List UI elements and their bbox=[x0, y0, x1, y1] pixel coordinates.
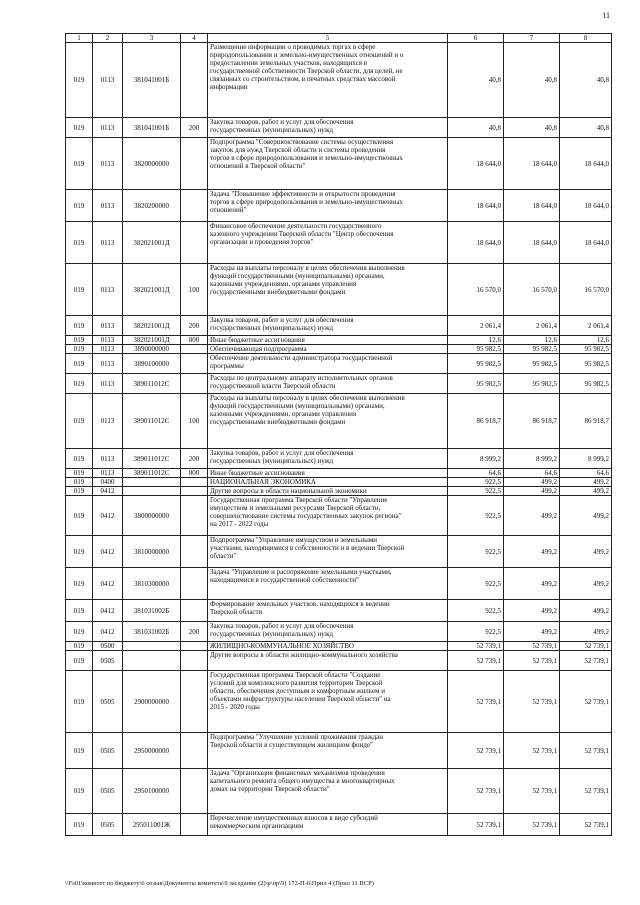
amount-year2-cell: 52 739,1 bbox=[504, 651, 560, 671]
expense-type-cell bbox=[181, 190, 208, 222]
amount-year3-cell: 52 739,1 bbox=[560, 814, 612, 836]
amount-year2-cell: 499,2 bbox=[504, 478, 560, 487]
amount-year3-cell: 499,2 bbox=[560, 600, 612, 622]
amount-year2-cell: 499,2 bbox=[504, 600, 560, 622]
amount-year2-cell: 499,2 bbox=[504, 496, 560, 536]
section-code-cell: 0113 bbox=[93, 394, 123, 449]
section-code-cell: 0113 bbox=[93, 43, 123, 118]
section-code-cell: 0113 bbox=[93, 354, 123, 374]
amount-year1-cell: 95 982,5 bbox=[448, 374, 504, 394]
expense-type-cell: 200 bbox=[181, 622, 208, 642]
table-row bbox=[66, 374, 612, 394]
amount-year1-cell: 922,5 bbox=[448, 568, 504, 600]
expense-type-cell bbox=[181, 487, 208, 496]
description-cell: Формирование земельных участков, находящихся в ведении Тверской области bbox=[208, 600, 448, 622]
section-code-cell: 0113 bbox=[93, 222, 123, 264]
expense-type-cell bbox=[181, 354, 208, 374]
admin-code-cell: 019 bbox=[66, 222, 93, 264]
target-article-cell: 389011012С bbox=[123, 394, 181, 449]
amount-year3-cell: 499,2 bbox=[560, 536, 612, 568]
target-article-cell: 381041001Б bbox=[123, 43, 181, 118]
admin-code-cell: 019 bbox=[66, 138, 93, 190]
section-code-cell: 0505 bbox=[93, 769, 123, 814]
amount-year2-cell: 8 999,2 bbox=[504, 449, 560, 469]
expense-type-cell bbox=[181, 222, 208, 264]
amount-year1-cell: 52 739,1 bbox=[448, 733, 504, 769]
amount-year2-cell: 18 644,0 bbox=[504, 222, 560, 264]
admin-code-cell: 019 bbox=[66, 394, 93, 449]
amount-year3-cell: 95 982,5 bbox=[560, 374, 612, 394]
description-cell: Задача "Повышение эффективности и открытости проведения торгов в сфере природопользования и земельно-имущественных отношений" bbox=[208, 190, 448, 222]
description-cell: Другие вопросы в области национальной экономики bbox=[208, 487, 448, 496]
table-row bbox=[66, 190, 612, 222]
admin-code-cell: 019 bbox=[66, 651, 93, 671]
amount-year2-cell: 95 982,5 bbox=[504, 345, 560, 354]
amount-year3-cell: 86 918,7 bbox=[560, 394, 612, 449]
amount-year2-cell: 52 739,1 bbox=[504, 814, 560, 836]
amount-year3-cell: 18 644,0 bbox=[560, 222, 612, 264]
table-row bbox=[66, 769, 612, 814]
description-cell: Расходы по центральному аппарату исполнительных органов государственной власти Тверской области bbox=[208, 374, 448, 394]
column-header: 8 bbox=[560, 34, 612, 43]
admin-code-cell: 019 bbox=[66, 449, 93, 469]
admin-code-cell: 019 bbox=[66, 600, 93, 622]
target-article-cell: 3890000000 bbox=[123, 345, 181, 354]
description-cell: Подпрограмма "Улучшение условий проживания граждан Тверской области в существующем жилищном фонде" bbox=[208, 733, 448, 769]
description-cell: Государственная программа Тверской области "Управление имуществом и земельными ресурсами Тверской области, совершенствование системы государственных закупок региона" на 2017 - 2022 годы bbox=[208, 496, 448, 536]
admin-code-cell: 019 bbox=[66, 316, 93, 336]
description-cell: Иные бюджетные ассигнования bbox=[208, 336, 448, 345]
admin-code-cell: 019 bbox=[66, 769, 93, 814]
section-code-cell: 0412 bbox=[93, 622, 123, 642]
admin-code-cell: 019 bbox=[66, 671, 93, 733]
amount-year1-cell: 12,6 bbox=[448, 336, 504, 345]
amount-year3-cell: 499,2 bbox=[560, 622, 612, 642]
target-article-cell: 382021001Д bbox=[123, 264, 181, 316]
admin-code-cell: 019 bbox=[66, 43, 93, 118]
file-path-footer: \\Fs01\комитет по бюджету\6 созыв\Документы комитета\9 заседание (2)\р\пр\9) 172-П-6\Прил 4 (Прил 11 ВСР) bbox=[65, 880, 374, 887]
amount-year2-cell: 499,2 bbox=[504, 536, 560, 568]
target-article-cell: 381031002Б bbox=[123, 622, 181, 642]
section-code-cell: 0412 bbox=[93, 496, 123, 536]
table-row bbox=[66, 733, 612, 769]
section-code-cell: 0113 bbox=[93, 138, 123, 190]
expense-type-cell bbox=[181, 814, 208, 836]
expense-type-cell bbox=[181, 733, 208, 769]
section-code-cell: 0113 bbox=[93, 449, 123, 469]
amount-year3-cell: 12,6 bbox=[560, 336, 612, 345]
admin-code-cell: 019 bbox=[66, 814, 93, 836]
section-code-cell: 0505 bbox=[93, 733, 123, 769]
target-article-cell: 2950000000 bbox=[123, 733, 181, 769]
expense-type-cell: 200 bbox=[181, 449, 208, 469]
amount-year2-cell: 499,2 bbox=[504, 568, 560, 600]
amount-year1-cell: 64,6 bbox=[448, 469, 504, 478]
amount-year2-cell: 95 982,5 bbox=[504, 374, 560, 394]
table-row bbox=[66, 600, 612, 622]
expense-type-cell: 100 bbox=[181, 264, 208, 316]
amount-year1-cell: 8 999,2 bbox=[448, 449, 504, 469]
target-article-cell: 382021001Д bbox=[123, 316, 181, 336]
table-row bbox=[66, 536, 612, 568]
amount-year3-cell: 40,8 bbox=[560, 43, 612, 118]
column-header: 1 bbox=[66, 34, 93, 43]
amount-year1-cell: 52 739,1 bbox=[448, 651, 504, 671]
column-header: 7 bbox=[504, 34, 560, 43]
admin-code-cell: 019 bbox=[66, 487, 93, 496]
section-code-cell: 0113 bbox=[93, 118, 123, 138]
table-row bbox=[66, 336, 612, 345]
section-code-cell: 0505 bbox=[93, 651, 123, 671]
target-article-cell: 3820200000 bbox=[123, 190, 181, 222]
description-cell: Обеспечение деятельности администратора государственной программы bbox=[208, 354, 448, 374]
amount-year2-cell: 95 982,5 bbox=[504, 354, 560, 374]
table-row bbox=[66, 449, 612, 469]
description-cell: Задача "Управление и распоряжение земельными участками, находящимися в государственной собственности" bbox=[208, 568, 448, 600]
expense-type-cell: 800 bbox=[181, 469, 208, 478]
amount-year2-cell: 52 739,1 bbox=[504, 671, 560, 733]
description-cell: Закупка товаров, работ и услуг для обеспечения государственных (муниципальных) нужд bbox=[208, 316, 448, 336]
admin-code-cell: 019 bbox=[66, 336, 93, 345]
table-row bbox=[66, 222, 612, 264]
amount-year1-cell: 86 918,7 bbox=[448, 394, 504, 449]
section-code-cell: 0400 bbox=[93, 478, 123, 487]
description-cell: Другие вопросы в области жилищно-коммунального хозяйства bbox=[208, 651, 448, 671]
admin-code-cell: 019 bbox=[66, 118, 93, 138]
expense-type-cell bbox=[181, 43, 208, 118]
description-cell: Подпрограмма "Совершенствование системы осуществления закупок для нужд Тверской области и системы проведения торгов в сфере природопользования и земельно-имущественных отношений в Тверской области" bbox=[208, 138, 448, 190]
amount-year1-cell: 18 644,0 bbox=[448, 222, 504, 264]
target-article-cell: 389011012С bbox=[123, 374, 181, 394]
expense-type-cell bbox=[181, 769, 208, 814]
amount-year1-cell: 922,5 bbox=[448, 622, 504, 642]
table-row bbox=[66, 138, 612, 190]
section-code-cell: 0412 bbox=[93, 600, 123, 622]
amount-year1-cell: 922,5 bbox=[448, 487, 504, 496]
section-code-cell: 0113 bbox=[93, 264, 123, 316]
target-article-cell bbox=[123, 487, 181, 496]
expense-type-cell bbox=[181, 642, 208, 651]
amount-year1-cell: 40,8 bbox=[448, 43, 504, 118]
expense-type-cell bbox=[181, 651, 208, 671]
amount-year3-cell: 499,2 bbox=[560, 496, 612, 536]
amount-year3-cell: 64,6 bbox=[560, 469, 612, 478]
section-code-cell: 0113 bbox=[93, 345, 123, 354]
expense-type-cell bbox=[181, 345, 208, 354]
target-article-cell: 389011012С bbox=[123, 469, 181, 478]
amount-year3-cell: 18 644,0 bbox=[560, 190, 612, 222]
admin-code-cell: 019 bbox=[66, 568, 93, 600]
target-article-cell: 381031002Б bbox=[123, 600, 181, 622]
section-code-cell: 0505 bbox=[93, 671, 123, 733]
section-code-cell: 0113 bbox=[93, 336, 123, 345]
table-row bbox=[66, 814, 612, 836]
description-cell: Закупка товаров, работ и услуг для обеспечения государственных (муниципальных) нужд bbox=[208, 449, 448, 469]
section-code-cell: 0113 bbox=[93, 469, 123, 478]
amount-year1-cell: 18 644,0 bbox=[448, 138, 504, 190]
table-row bbox=[66, 394, 612, 449]
column-header: 5 bbox=[208, 34, 448, 43]
table-row bbox=[66, 469, 612, 478]
expense-type-cell: 200 bbox=[181, 118, 208, 138]
amount-year2-cell: 52 739,1 bbox=[504, 642, 560, 651]
amount-year1-cell: 95 982,5 bbox=[448, 345, 504, 354]
amount-year3-cell: 52 739,1 bbox=[560, 733, 612, 769]
expense-type-cell bbox=[181, 600, 208, 622]
expense-type-cell bbox=[181, 496, 208, 536]
amount-year2-cell: 52 739,1 bbox=[504, 733, 560, 769]
target-article-cell bbox=[123, 651, 181, 671]
amount-year1-cell: 16 570,0 bbox=[448, 264, 504, 316]
table-header-row bbox=[66, 34, 612, 43]
target-article-cell bbox=[123, 478, 181, 487]
target-article-cell: 3820000000 bbox=[123, 138, 181, 190]
target-article-cell: 3810300000 bbox=[123, 568, 181, 600]
admin-code-cell: 019 bbox=[66, 354, 93, 374]
amount-year2-cell: 12,6 bbox=[504, 336, 560, 345]
admin-code-cell: 019 bbox=[66, 642, 93, 651]
table-row bbox=[66, 478, 612, 487]
amount-year3-cell: 52 739,1 bbox=[560, 651, 612, 671]
section-code-cell: 0500 bbox=[93, 642, 123, 651]
amount-year1-cell: 52 739,1 bbox=[448, 671, 504, 733]
section-code-cell: 0505 bbox=[93, 814, 123, 836]
table-row bbox=[66, 642, 612, 651]
amount-year1-cell: 52 739,1 bbox=[448, 769, 504, 814]
table-row bbox=[66, 487, 612, 496]
description-cell: Расходы на выплаты персоналу в целях обеспечения выполнения функций государственными (муниципальными) органами, казенными учреждениями, органами управления государственными внебюджетными фондами bbox=[208, 394, 448, 449]
table-row bbox=[66, 651, 612, 671]
amount-year2-cell: 499,2 bbox=[504, 487, 560, 496]
amount-year2-cell: 52 739,1 bbox=[504, 769, 560, 814]
description-cell: Закупка товаров, работ и услуг для обеспечения государственных (муниципальных) нужд bbox=[208, 118, 448, 138]
amount-year3-cell: 2 061,4 bbox=[560, 316, 612, 336]
expense-type-cell bbox=[181, 138, 208, 190]
expense-type-cell bbox=[181, 374, 208, 394]
table-row bbox=[66, 118, 612, 138]
amount-year3-cell: 499,2 bbox=[560, 568, 612, 600]
amount-year1-cell: 52 739,1 bbox=[448, 814, 504, 836]
target-article-cell bbox=[123, 642, 181, 651]
amount-year3-cell: 95 982,5 bbox=[560, 345, 612, 354]
table-row bbox=[66, 345, 612, 354]
description-cell: Подпрограмма "Управление имуществом и земельными участками, находящимися в собственности и в ведении Тверской области" bbox=[208, 536, 448, 568]
amount-year2-cell: 18 644,0 bbox=[504, 138, 560, 190]
column-header: 3 bbox=[123, 34, 181, 43]
expense-type-cell: 100 bbox=[181, 394, 208, 449]
section-code-cell: 0113 bbox=[93, 190, 123, 222]
target-article-cell: 382021001Д bbox=[123, 222, 181, 264]
table-row bbox=[66, 264, 612, 316]
table-row bbox=[66, 354, 612, 374]
admin-code-cell: 019 bbox=[66, 345, 93, 354]
admin-code-cell: 019 bbox=[66, 190, 93, 222]
description-cell: НАЦИОНАЛЬНАЯ ЭКОНОМИКА bbox=[208, 478, 448, 487]
description-cell: Иные бюджетные ассигнования bbox=[208, 469, 448, 478]
amount-year3-cell: 95 982,5 bbox=[560, 354, 612, 374]
amount-year3-cell: 18 644,0 bbox=[560, 138, 612, 190]
table-row bbox=[66, 43, 612, 118]
description-cell: Задача "Организация финансовых механизмов проведения капитального ремонта общего имущества в многоквартирных домах на территории Тверской области" bbox=[208, 769, 448, 814]
target-article-cell: 381041001Б bbox=[123, 118, 181, 138]
section-code-cell: 0113 bbox=[93, 316, 123, 336]
amount-year2-cell: 86 918,7 bbox=[504, 394, 560, 449]
expense-type-cell: 200 bbox=[181, 316, 208, 336]
column-header: 6 bbox=[448, 34, 504, 43]
section-code-cell: 0412 bbox=[93, 487, 123, 496]
expense-type-cell bbox=[181, 536, 208, 568]
expense-type-cell bbox=[181, 478, 208, 487]
amount-year3-cell: 52 739,1 bbox=[560, 769, 612, 814]
amount-year1-cell: 40,8 bbox=[448, 118, 504, 138]
amount-year1-cell: 922,5 bbox=[448, 536, 504, 568]
description-cell: Обеспечивающая подпрограмма bbox=[208, 345, 448, 354]
amount-year1-cell: 922,5 bbox=[448, 600, 504, 622]
target-article-cell: 3810000000 bbox=[123, 536, 181, 568]
amount-year1-cell: 52 739,1 bbox=[448, 642, 504, 651]
amount-year2-cell: 64,6 bbox=[504, 469, 560, 478]
amount-year1-cell: 18 644,0 bbox=[448, 190, 504, 222]
description-cell: Финансовое обеспечение деятельности государственного казенного учреждения Тверской области "Центр обеспечения организации и проведения торгов" bbox=[208, 222, 448, 264]
description-cell: Перечисление имущественных взносов в виде субсидий некоммерческим организациям bbox=[208, 814, 448, 836]
budget-table bbox=[65, 33, 612, 836]
admin-code-cell: 019 bbox=[66, 374, 93, 394]
amount-year3-cell: 52 739,1 bbox=[560, 642, 612, 651]
table-row bbox=[66, 622, 612, 642]
amount-year2-cell: 499,2 bbox=[504, 622, 560, 642]
target-article-cell: 295011001Ж bbox=[123, 814, 181, 836]
target-article-cell: 2950100000 bbox=[123, 769, 181, 814]
target-article-cell: 382021001Д bbox=[123, 336, 181, 345]
admin-code-cell: 019 bbox=[66, 536, 93, 568]
amount-year1-cell: 2 061,4 bbox=[448, 316, 504, 336]
amount-year3-cell: 52 739,1 bbox=[560, 671, 612, 733]
target-article-cell: 3800000000 bbox=[123, 496, 181, 536]
amount-year2-cell: 2 061,4 bbox=[504, 316, 560, 336]
description-cell: Государственная программа Тверской области "Создание условий для комплексного развития территории Тверской области, обеспечения доступным и комфортным жильем и объектами инфраструктуры населения Тверской области" на 2015 - 2020 годы bbox=[208, 671, 448, 733]
admin-code-cell: 019 bbox=[66, 478, 93, 487]
amount-year3-cell: 8 999,2 bbox=[560, 449, 612, 469]
amount-year1-cell: 922,5 bbox=[448, 478, 504, 487]
table-row bbox=[66, 496, 612, 536]
amount-year2-cell: 40,8 bbox=[504, 43, 560, 118]
amount-year2-cell: 40,8 bbox=[504, 118, 560, 138]
table-row bbox=[66, 568, 612, 600]
section-code-cell: 0412 bbox=[93, 568, 123, 600]
expense-type-cell bbox=[181, 568, 208, 600]
amount-year2-cell: 16 570,0 bbox=[504, 264, 560, 316]
admin-code-cell: 019 bbox=[66, 264, 93, 316]
target-article-cell: 389011012С bbox=[123, 449, 181, 469]
table-row bbox=[66, 671, 612, 733]
column-header: 2 bbox=[93, 34, 123, 43]
section-code-cell: 0113 bbox=[93, 374, 123, 394]
table-row bbox=[66, 316, 612, 336]
admin-code-cell: 019 bbox=[66, 733, 93, 769]
amount-year3-cell: 16 570,0 bbox=[560, 264, 612, 316]
target-article-cell: 3890100000 bbox=[123, 354, 181, 374]
description-cell: Расходы на выплаты персоналу в целях обеспечения выполнения функций государственными (муниципальными) органами, казенными учреждениями, органами управления государственными внебюджетными фондами bbox=[208, 264, 448, 316]
admin-code-cell: 019 bbox=[66, 496, 93, 536]
page-number: 11 bbox=[602, 11, 610, 20]
description-cell: ЖИЛИЩНО-КОММУНАЛЬНОЕ ХОЗЯЙСТВО bbox=[208, 642, 448, 651]
amount-year1-cell: 95 982,5 bbox=[448, 354, 504, 374]
amount-year3-cell: 499,2 bbox=[560, 487, 612, 496]
amount-year1-cell: 922,5 bbox=[448, 496, 504, 536]
target-article-cell: 2900000000 bbox=[123, 671, 181, 733]
amount-year2-cell: 18 644,0 bbox=[504, 190, 560, 222]
description-cell: Закупка товаров, работ и услуг для обеспечения государственных (муниципальных) нужд bbox=[208, 622, 448, 642]
expense-type-cell bbox=[181, 671, 208, 733]
column-header: 4 bbox=[181, 34, 208, 43]
admin-code-cell: 019 bbox=[66, 469, 93, 478]
section-code-cell: 0412 bbox=[93, 536, 123, 568]
expense-type-cell: 800 bbox=[181, 336, 208, 345]
amount-year3-cell: 499,2 bbox=[560, 478, 612, 487]
description-cell: Размещение информации о проводимых торгах в сфере природопользования и земельно-имущественных отношений и о предоставлении земельных участков, находящихся в государственной собственности Тверской области, для целей, не связанных со строительством, в печатных средствах массовой информации bbox=[208, 43, 448, 118]
amount-year3-cell: 40,8 bbox=[560, 118, 612, 138]
admin-code-cell: 019 bbox=[66, 622, 93, 642]
